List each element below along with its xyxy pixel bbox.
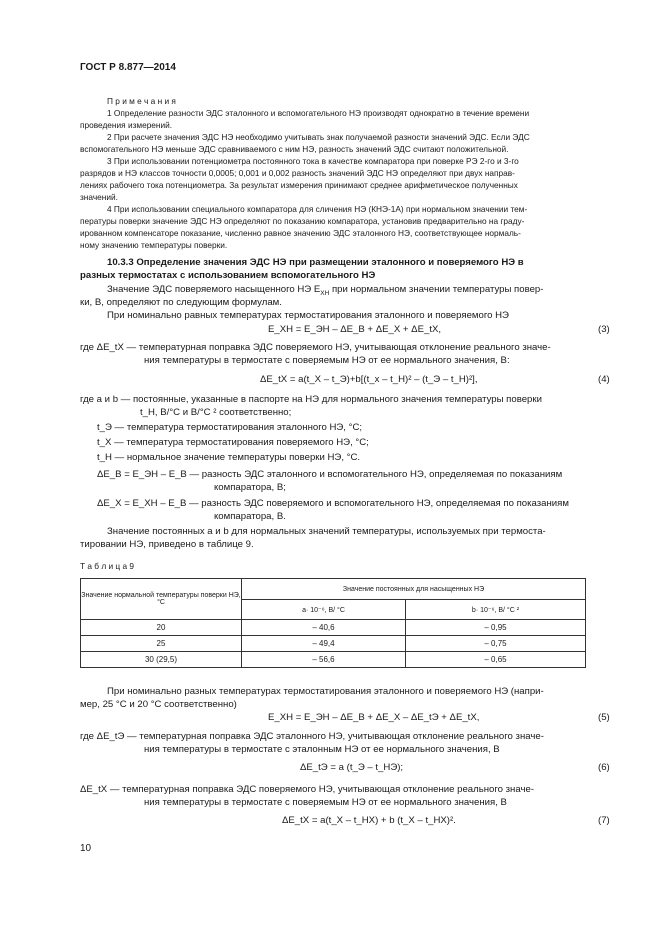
note-line: проведения измерений.: [80, 120, 173, 130]
table-cell: – 56,6: [242, 652, 406, 668]
section-title: 10.3.3 Определение значения ЭДС НЭ при размещении эталонного и поверяемого НЭ в: [107, 257, 524, 268]
formula-5: E_XН = E_ЭН – ΔE_В + ΔE_X – ΔE_tЭ + ΔE_tX,: [268, 712, 480, 723]
table-cell: – 0,75: [405, 636, 585, 652]
definition-line: компаратора, В;: [214, 482, 286, 493]
definition-line: где ΔE_tЭ — температурная поправка ЭДС эталонного НЭ, учитывающая отклонение реального значе-: [80, 731, 544, 742]
definition-line: t_Н — нормальное значение температуры поверки НЭ, °С.: [97, 452, 361, 463]
equation-number: (4): [598, 374, 610, 385]
equation-number: (6): [598, 762, 610, 773]
paragraph-line: ки, В, определяют по следующим формулам.: [80, 297, 282, 308]
definition-line: где ΔE_tX — температурная поправка ЭДС поверяемого НЭ, учитывающая отклонение реального значе-: [80, 342, 551, 353]
column-header: Значение нормальной температуры поверки НЭ, °С: [81, 579, 242, 620]
formula-7: ΔE_tX = a(t_X – t_НX) + b (t_X – t_НX)².: [282, 815, 456, 826]
note-line: ированном компенсаторе показание, численно равное значению ЭДС эталонного НЭ, соответствующее нормаль-: [80, 228, 521, 238]
formula-4: ΔE_tX = a(t_X – t_Э)+b[(t_x – t_Н)² – (t_Э – t_Н)²],: [260, 374, 478, 385]
definition-line: где a и b — постоянные, указанные в паспорте на НЭ для нормального значения температуры поверки: [80, 394, 542, 405]
table-cell: – 40,6: [242, 620, 406, 636]
table-cell: – 0,65: [405, 652, 585, 668]
note-line: ному значению температуры поверки.: [80, 240, 228, 250]
table-cell: 30 (29,5): [81, 652, 242, 668]
note-line: 1 Определение разности ЭДС эталонного и вспомогательного НЭ производят однократно в течение времени: [107, 108, 530, 118]
definition-line: ΔE_В = E_ЭН – E_В — разность ЭДС эталонного и вспомогательного НЭ, определяемая по показаниям: [97, 469, 563, 480]
table-row: [81, 652, 586, 668]
definition-line: ΔE_X = E_XН – E_В — разность ЭДС поверяемого и вспомогательного НЭ, определяемая по показаниям: [97, 498, 569, 509]
table-row: [81, 620, 586, 636]
definition-line: ния температуры в термостате с поверяемым НЭ от ее нормального значения, В:: [144, 355, 510, 366]
note-line: вспомогательного НЭ меньше ЭДС сравниваемого с ним НЭ, разность значений ЭДС считают положительной.: [80, 144, 509, 154]
paragraph-line: тировании НЭ, приведено в таблице 9.: [80, 539, 254, 550]
paragraph-line: Значение ЭДС поверяемого насыщенного НЭ $E_{XН}$ при нормальном значении температуры повер-: [107, 284, 544, 297]
note-line: пературы поверки значение ЭДС НЭ определяют по показанию компаратора, установив предварительно на граду-: [80, 216, 525, 226]
table-9: [80, 578, 586, 668]
note-line: значений.: [80, 192, 118, 202]
note-line: разрядов и НЭ классов точности 0,0005; 0,001 и 0,002 разность значений ЭДС НЭ определяют при двух направ-: [80, 168, 515, 178]
section-title-cont: разных термостатах с использованием вспомогательного НЭ: [80, 270, 376, 281]
definition-line: ΔE_tX — температурная поправка ЭДС поверяемого НЭ, учитывающая отклонение реального значе-: [80, 784, 535, 795]
definition-line: t_X — температура термостатирования поверяемого НЭ, °С;: [97, 437, 369, 448]
definition-line: ния температуры в термостате с поверяемым НЭ от ее нормального значения, В: [144, 797, 507, 808]
note-line: лениях рабочего тока потенциометра. За результат измерения принимают среднее арифметическое полученных: [80, 180, 518, 190]
paragraph-line: При номинально разных температурах термостатирования эталонного и поверяемого НЭ (напри-: [107, 686, 544, 697]
paragraph-line: Значение постоянных a и b для нормальных значений температуры, используемых при термоста-: [107, 526, 546, 537]
table-row: [81, 636, 586, 652]
note-line: 3 При использовании потенциометра постоянного тока в качестве компаратора при поверке РЭ 2-го и 3-го: [107, 156, 519, 166]
paragraph-line: При номинально равных температурах термостатирования эталонного и поверяемого НЭ: [107, 310, 509, 321]
equation-number: (7): [598, 815, 610, 826]
definition-line: ния температуры в термостате с эталонным НЭ от ее нормального значения, В: [144, 744, 500, 755]
table-cell: – 49,4: [242, 636, 406, 652]
page-number: 10: [80, 843, 92, 854]
note-line: 2 При расчете значения ЭДС НЭ необходимо учитывать знак получаемой разности значений ЭДС. Если ЭДС: [107, 132, 530, 142]
table-cell: 20: [81, 620, 242, 636]
definition-line: t_Э — температура термостатирования эталонного НЭ, °С;: [97, 422, 363, 433]
table-cell: 25: [81, 636, 242, 652]
notes-title: П р и м е ч а н и я: [107, 96, 176, 106]
column-header: a· 10⁻⁶, В/ °С: [242, 600, 406, 620]
paragraph-line: мер, 25 °С и 20 °С соответственно): [80, 699, 237, 710]
definition-line: t_Н, В/°С и В/°С ² соответственно;: [140, 407, 292, 418]
equation-number: (3): [598, 324, 610, 335]
table-caption: Т а б л и ц а 9: [80, 561, 135, 571]
table-cell: – 0,95: [405, 620, 585, 636]
note-line: 4 При использовании специального компаратора для сличения НЭ (КНЭ-1А) при нормальном значении тем-: [107, 204, 528, 214]
column-header: b· 10⁻⁶, В/ °С ²: [405, 600, 585, 620]
definition-line: компаратора, В.: [214, 511, 286, 522]
column-group-header: Значение постоянных для насыщенных НЭ: [242, 579, 586, 600]
formula-6: ΔE_tЭ = a (t_Э – t_НЭ);: [300, 762, 404, 773]
document-header: ГОСТ Р 8.877—2014: [80, 62, 176, 73]
formula-3: E_XН = E_ЭН – ΔE_В + ΔE_X + ΔE_tX,: [268, 324, 442, 335]
equation-number: (5): [598, 712, 610, 723]
